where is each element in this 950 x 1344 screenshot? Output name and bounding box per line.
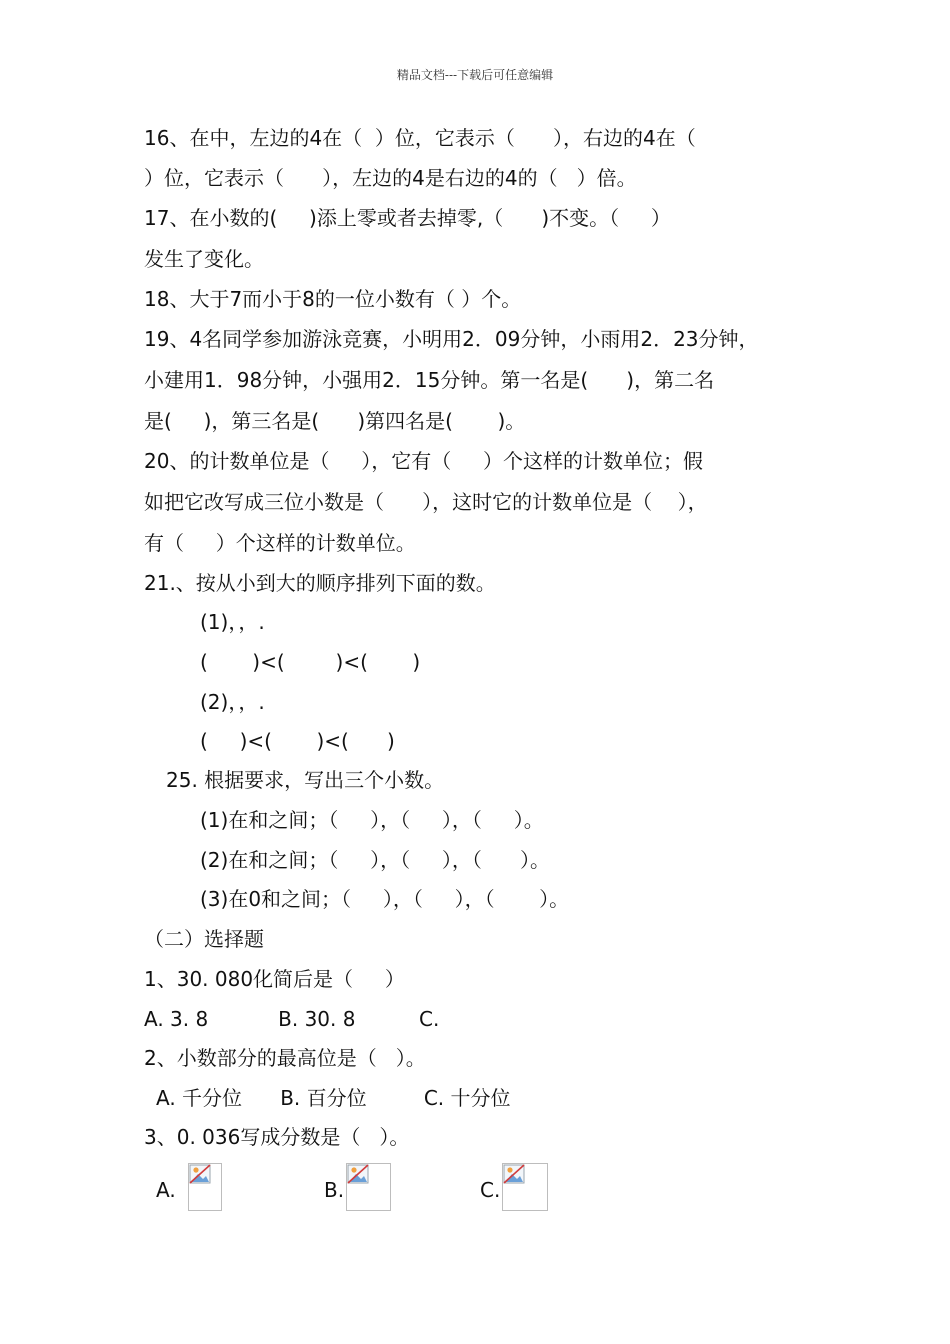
q16-line1: 16、在中，左边的4在（ ）位，它表示（ ），右边的4在（ <box>144 126 696 150</box>
q19-line2: 小建用1．98分钟，小强用2．15分钟。第一名是( )，第二名 <box>144 368 715 392</box>
section-choice-title: （二）选择题 <box>144 927 264 951</box>
q16-line2: ）位，它表示（ ），左边的4是右边的4的（ ）倍。 <box>144 166 637 190</box>
choice-q3: 3、0. 036写成分数是（ ）。 <box>144 1125 410 1149</box>
choice-q3-option-c: C. <box>480 1178 501 1202</box>
q25-part2: (2)在和之间；（ ），（ ），（ ）。 <box>200 848 551 872</box>
choice-q1: 1、30. 080化简后是（ ） <box>144 967 405 991</box>
broken-image-icon <box>346 1163 391 1211</box>
q19-line1: 19、4名同学参加游泳竞赛，小明用2．09分钟，小雨用2．23分钟， <box>144 327 759 351</box>
choice-q3-option-b: B. <box>324 1178 345 1202</box>
q20-line1: 20、的计数单位是（ ），它有（ ）个这样的计数单位；假 <box>144 449 704 473</box>
q25-part1: (1)在和之间；（ ），（ ），（ ）。 <box>200 808 544 832</box>
q19-line3: 是( )，第三名是( )第四名是( )。 <box>144 409 526 433</box>
q21-part2-numbers: (2)，，. <box>200 690 265 714</box>
broken-image-icon <box>188 1163 222 1211</box>
page-header: 精品文档---下载后可任意编辑 <box>396 68 554 82</box>
q17-line2: 发生了变化。 <box>144 247 264 271</box>
q21-part2-order: ( )<( )<( ) <box>200 729 395 753</box>
choice-q3-option-a: A. <box>156 1178 176 1202</box>
q25-title: 25. 根据要求，写出三个小数。 <box>166 768 445 792</box>
choice-q2: 2、小数部分的最高位是（ ）。 <box>144 1046 426 1070</box>
q17-line1: 17、在小数的( )添上零或者去掉零,（ )不变。（ ） <box>144 206 671 230</box>
broken-image-icon <box>502 1163 548 1211</box>
q21-part1-numbers: (1)，，. <box>200 610 265 634</box>
q18-line: 18、大于7而小于8的一位小数有（ ）个。 <box>144 287 522 311</box>
q20-line3: 有（ ）个这样的计数单位。 <box>144 531 416 555</box>
q25-part3: (3)在0和之间；（ ），（ ），（ ）。 <box>200 887 570 911</box>
q21-part1-order: ( )<( )<( ) <box>200 650 421 674</box>
choice-q1-options: A. 3. 8 B. 30. 8 C. <box>144 1007 440 1031</box>
q21-title: 21.、按从小到大的顺序排列下面的数。 <box>144 571 496 595</box>
choice-q2-options: A. 千分位 B. 百分位 C. 十分位 <box>156 1086 511 1110</box>
q20-line2: 如把它改写成三位小数是（ ），这时它的计数单位是（ ）， <box>144 490 708 514</box>
